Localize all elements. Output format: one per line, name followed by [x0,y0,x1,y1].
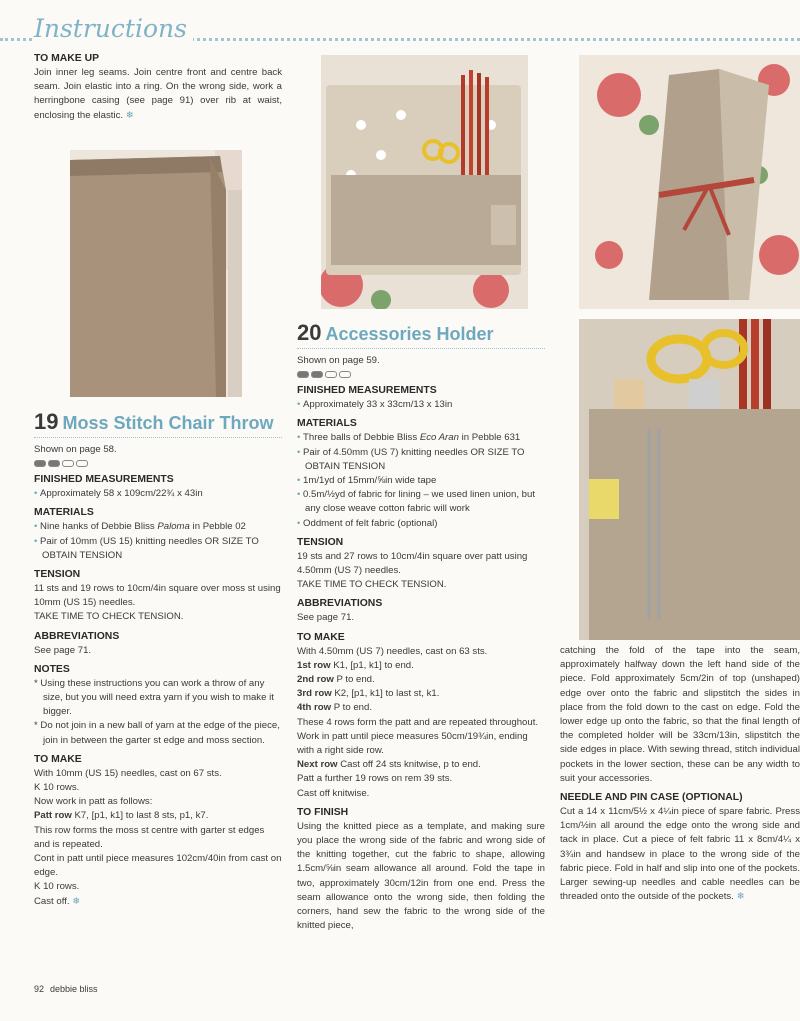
tension-check: TAKE TIME TO CHECK TENSION. [34,611,184,623]
instruction-line: Patt row K7, [p1, k1] to last 8 sts, p1, k7. [34,810,209,822]
list-item: • Approximately 58 x 109cm/22¾ x 43in [34,487,282,501]
heading-to-make: TO MAKE [297,631,345,643]
shown-on: Shown on page 58. [34,444,117,455]
photo-chair-throw [70,150,242,397]
finish-text-continued: catching the fold of the tape into the seam, approximately halfway down the left hand side of the piece. Fold approximately 5cm/2in of top (unshaped) edge over onto the fabric and slipstitch the sides in place from the fold down to the cast on edge. Fold the lower edge up onto the fabric, so that the final length of the completed holder will be 33cm/13in, slipstitch the side edges in place. With sewing thread, stitch individual pockets in the lower section, these can be any width to suit your accessories. [560,645,800,784]
instruction-line: K 10 rows. [34,782,80,794]
photo-holder-rolled [579,55,800,309]
instruction-line: 2nd row P to end. [297,674,375,686]
instruction-line: Work in patt until piece measures 50cm/19¾in, ending with a right side row. [297,730,528,757]
list-item: • Nine hanks of Debbie Bliss Paloma in Pebble 02 [34,520,282,534]
heading-to-make: TO MAKE [34,753,82,765]
tension-check: TAKE TIME TO CHECK TENSION. [297,579,447,591]
abbreviations-text: See page 71. [34,644,92,656]
heading-tension: TENSION [34,569,81,581]
photo-holder-open [321,55,528,309]
heading-to-make-up: TO MAKE UP [34,53,100,64]
heading-finished-measurements: FINISHED MEASUREMENTS [297,385,437,397]
pattern-20 [297,322,545,934]
list-item: • 0.5m/½yd of fabric for lining – we used linen union, but any close weave cotton fabric will work [297,488,545,516]
heading-abbreviations: ABBREVIATIONS [297,598,383,610]
pattern-number: 19 [34,409,59,434]
instruction-line: With 10mm (US 15) needles, cast on 67 sts. [34,767,222,779]
note-item: * Do not join in a new ball of yarn at the edge of the piece, join in between the garter st edge and moss section. [34,719,282,747]
section-title: Instructions [34,14,193,43]
instruction-line: These 4 rows form the patt and are repeated throughout. [297,716,539,728]
instruction-line: This row forms the moss st centre with garter st edges and is repeated. [34,824,265,850]
note-item: * Using these instructions you can work a throw of any size, but you will need extra yarn if you wish to make it bigger. [34,677,282,720]
instruction-line: Cont in patt until piece measures 102cm/40in from cast on edge. [34,853,282,879]
heading-notes: NOTES [34,663,70,675]
heading-to-finish: TO FINISH [297,806,349,818]
instruction-line: 3rd row K2, [p1, k1] to last st, k1. [297,688,440,700]
page-number: 92 [34,984,45,994]
finish-text: Using the knitted piece as a template, and making sure you place the wrong side of the fabric and wrong side of the knitting together, cut the fabric to shape, allowing 1.5cm/⅝in seam allowance all around. Fold the tape in two, approximately 30cm/12in from one end. Press the seam allowance onto the wrong side, then folding the corners, hand sew the fabric to the wrong side of the knitted piece, [297,820,545,932]
pattern-name: Accessories Holder [325,324,494,344]
heading-materials: MATERIALS [297,418,357,430]
pattern-number: 20 [297,320,322,345]
instruction-line: 1st row K1, [p1, k1] to end. [297,659,414,671]
pattern-title [297,322,545,349]
list-item: • Pair of 10mm (US 15) knitting needles OR SIZE TO OBTAIN TENSION [34,535,282,563]
abbreviations-text: See page 71. [297,612,355,624]
instruction-line: Next row Cast off 24 sts knitwise, p to end. [297,759,481,771]
heading-materials: MATERIALS [34,507,94,519]
instruction-line: Cast off. ❄ [34,895,81,907]
skill-level-indicator [34,460,282,467]
pattern-19 [34,411,282,909]
footer-brand: debbie bliss [50,984,98,994]
instruction-line: With 4.50mm (US 7) needles, cast on 63 sts. [297,645,488,657]
skill-level-indicator [297,371,545,378]
instruction-line: K 10 rows. [34,881,80,893]
list-item: • Pair of 4.50mm (US 7) knitting needles OR SIZE TO OBTAIN TENSION [297,446,545,474]
tension-text: 19 sts and 27 rows to 10cm/4in square over patt using 4.50mm (US 7) needles. [297,550,528,577]
needle-case-text: Cut a 14 x 11cm/5½ x 4¼in piece of spare fabric. Press 1cm/½in all around the edge onto the wrong side and tack in place. Cut a piece of felt fabric 11 x 8cm/4¼ x 3¾in and handsew in place to the wrong side of the fabric piece. Fold in half and slip into one of the pockets. Larger sewing-up needles and cable needles can be threaded onto the outside of the pockets. [560,806,800,903]
column-left [34,52,282,123]
pattern-name: Moss Stitch Chair Throw [62,413,274,433]
heading-abbreviations: ABBREVIATIONS [34,630,120,642]
heading-needle-pin-case: NEEDLE AND PIN CASE (OPTIONAL) [560,792,743,804]
shown-on: Shown on page 59. [297,355,380,366]
list-item: • Approximately 33 x 33cm/13 x 13in [297,398,545,412]
pattern-title [34,411,282,438]
list-item: • 1m/1yd of 15mm/⅝in wide tape [297,474,545,488]
column-right [560,644,800,904]
instruction-line: 4th row P to end. [297,702,373,714]
snowflake-icon: ❄ [736,891,745,903]
instruction-line: Patt a further 19 rows on rem 39 sts. [297,773,453,785]
list-item: • Three balls of Debbie Bliss Eco Aran in Pebble 631 [297,431,545,445]
instruction-line: Cast off knitwise. [297,787,370,799]
snowflake-icon: ❄ [125,109,134,121]
list-item: • Oddment of felt fabric (optional) [297,517,545,531]
page-footer [34,984,104,994]
photo-holder-detail [579,319,800,640]
heading-tension: TENSION [297,536,344,548]
snowflake-icon: ❄ [72,895,81,907]
instruction-line: Now work in patt as follows: [34,796,153,808]
tension-text: 11 sts and 19 rows to 10cm/4in square over moss st using 10mm (US 15) needles. [34,583,281,609]
heading-finished-measurements: FINISHED MEASUREMENTS [34,474,174,486]
make-up-text: Join inner leg seams. Join centre front and centre back seam. Join elastic into a ring. On the wrong side, work a herringbone casing (see page 91) over rib at waist, enclosing the elastic. [34,67,282,121]
